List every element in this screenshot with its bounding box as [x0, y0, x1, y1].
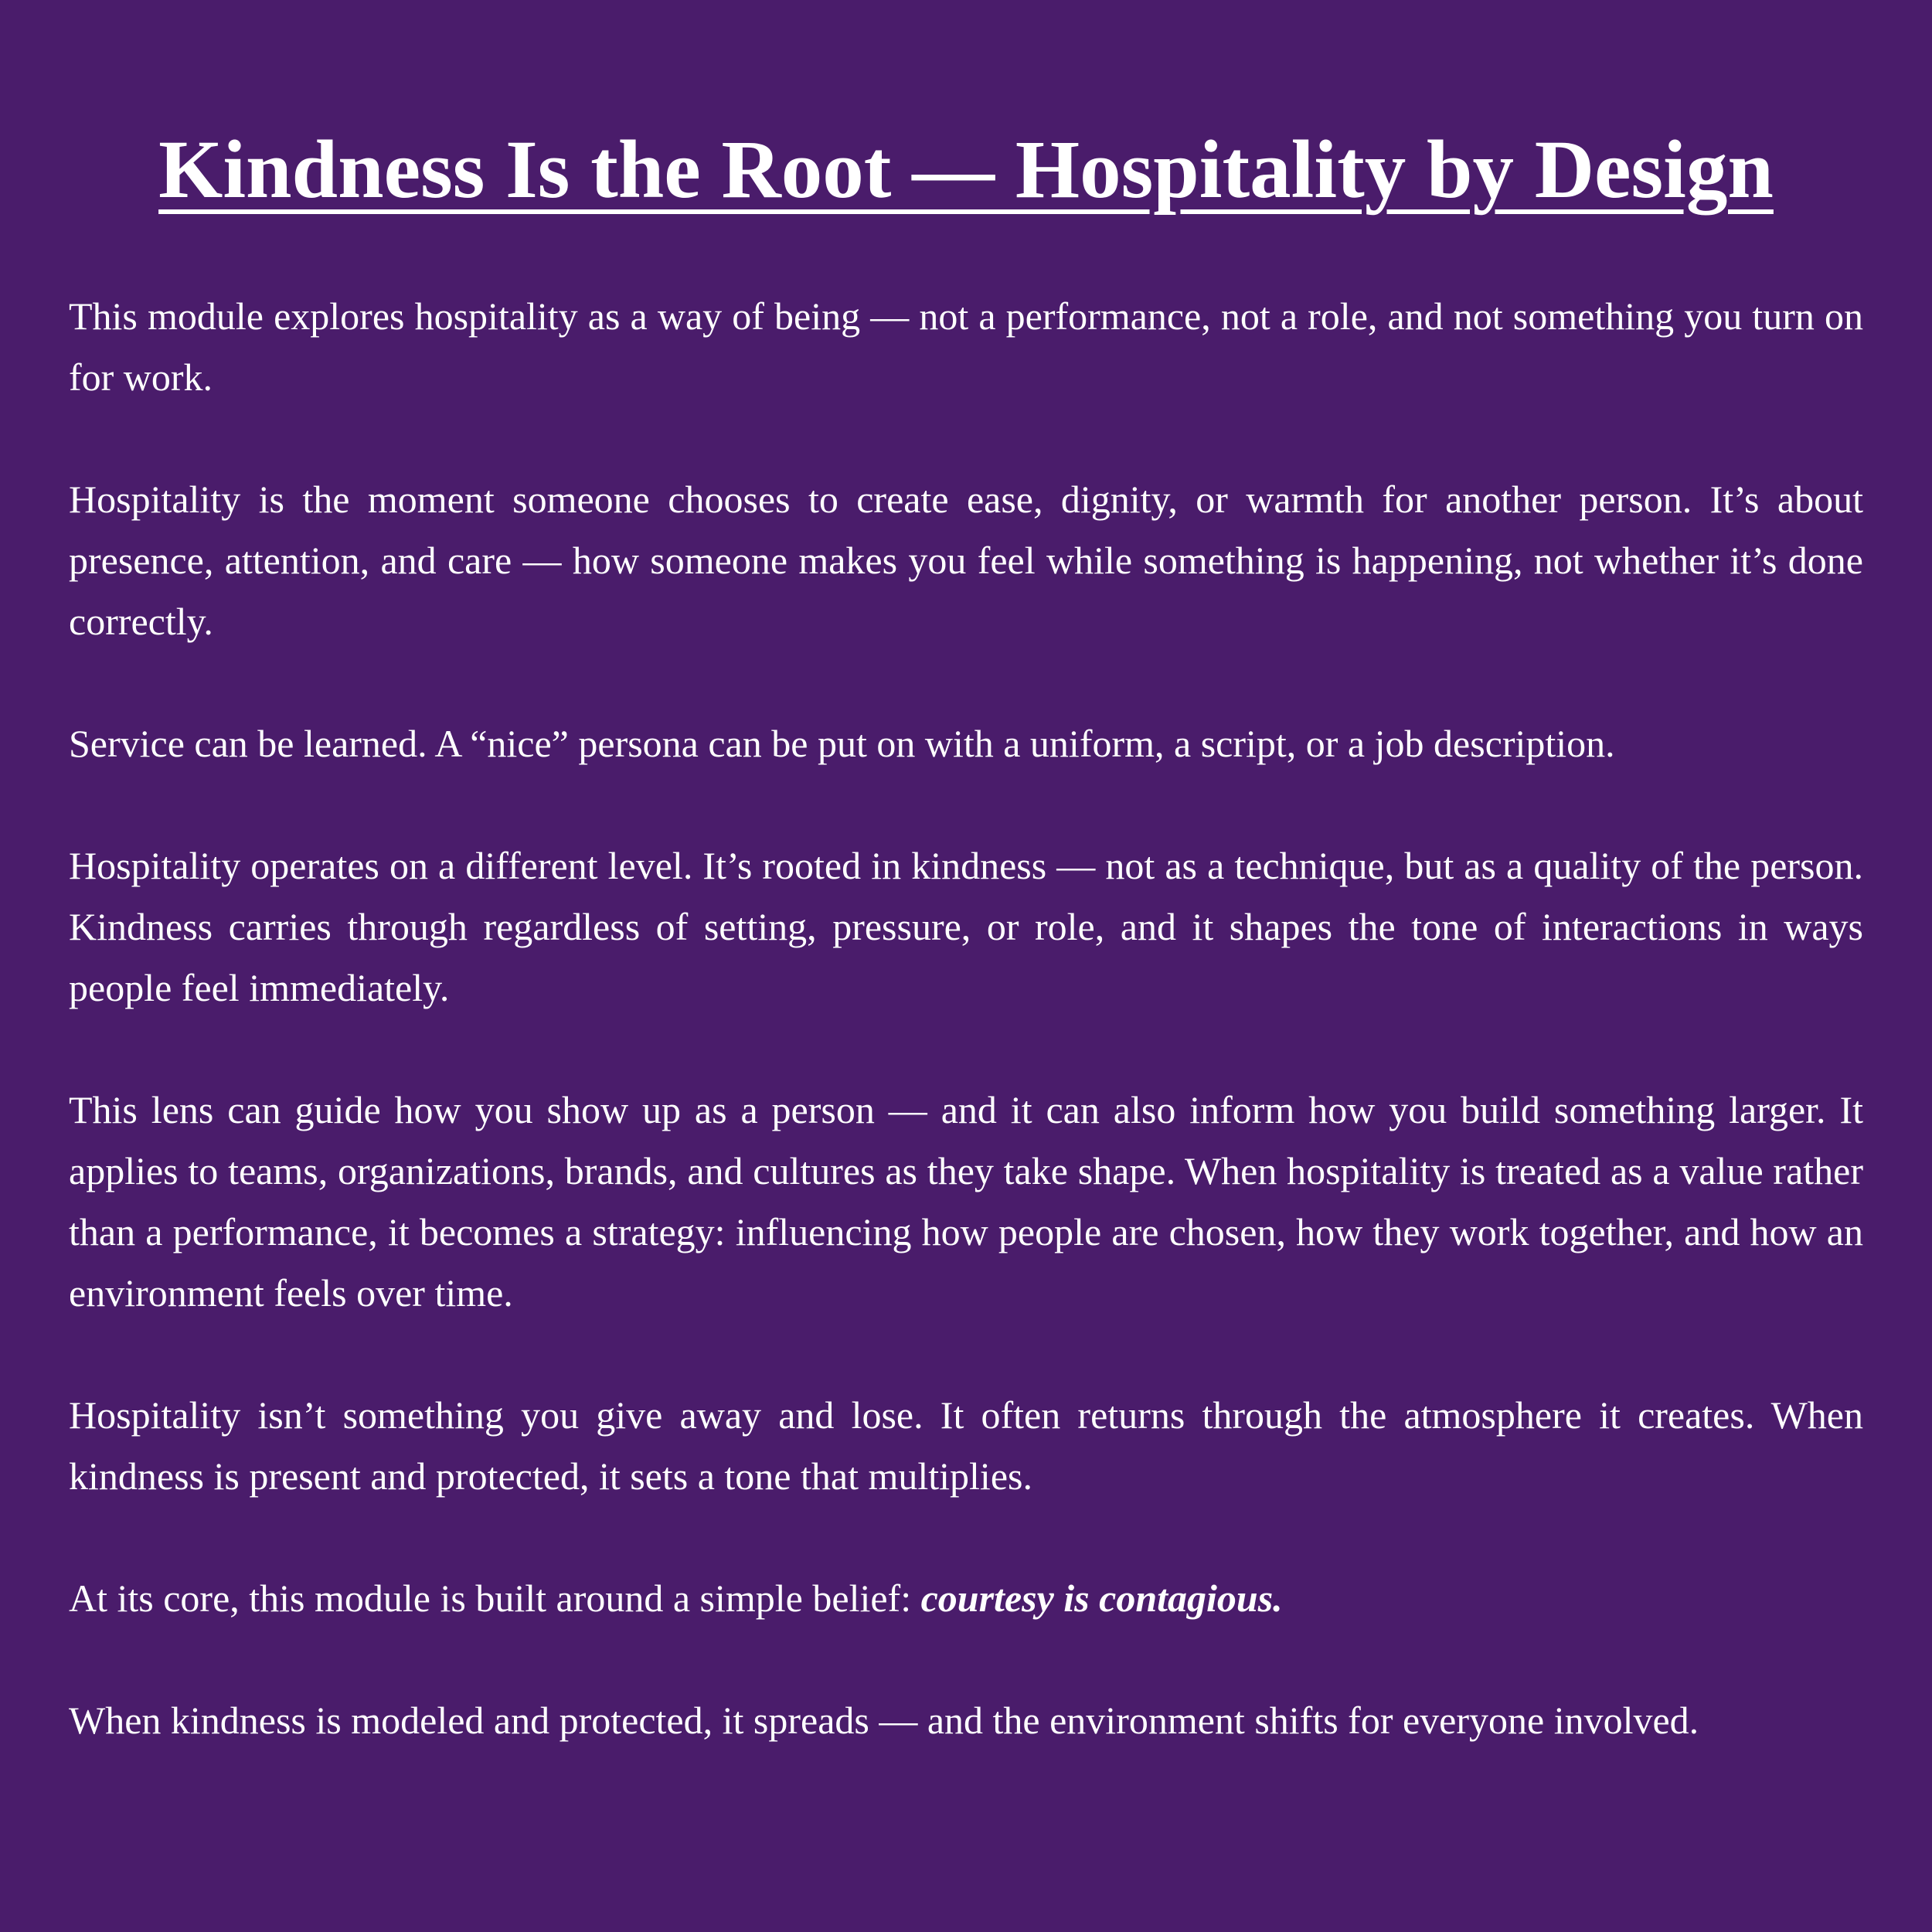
page-title: Kindness Is the Root — Hospitality by Design — [158, 124, 1774, 216]
paragraph-returns: Hospitality isn’t something you give away and lose. It often returns through the atmosphere it creates. When kindness is present and protected, it sets a tone that multiplies. — [69, 1393, 1863, 1498]
paragraph-service: Service can be learned. A “nice” persona can be put on with a uniform, a script, or a job description. — [69, 722, 1615, 765]
paragraph-closing: When kindness is modeled and protected, it spreads — and the environment shifts for everyone involved. — [69, 1699, 1699, 1742]
paragraph-intro: This module explores hospitality as a way of being — not a performance, not a role, and not something you turn on for work. — [69, 294, 1863, 399]
belief-emphasis: courtesy is contagious. — [920, 1577, 1283, 1620]
belief-lead: At its core, this module is built around a simple belief: — [69, 1577, 921, 1620]
paragraph-belief — [69, 1568, 1863, 1629]
paragraph-strategy: This lens can guide how you show up as a person — and it can also inform how you build something larger. It applies to teams, organizations, brands, and cultures as they take shape. When hospitality is treated as a value rather than a performance, it becomes a strategy: influencing how people are chosen, how they work together, and how an environment feels over time. — [69, 1088, 1863, 1315]
paragraph-definition: Hospitality is the moment someone chooses to create ease, dignity, or warmth for another person. It’s about presence, attention, and care — how someone makes you feel while something is happening, not whether it’s done correctly. — [69, 478, 1863, 643]
paragraph-kindness: Hospitality operates on a different level. It’s rooted in kindness — not as a technique, but as a quality of the person. Kindness carries through regardless of setting, pressure, or role, and it shapes the tone of interactions in ways people feel immediately. — [69, 844, 1863, 1009]
document-body — [69, 286, 1863, 1751]
